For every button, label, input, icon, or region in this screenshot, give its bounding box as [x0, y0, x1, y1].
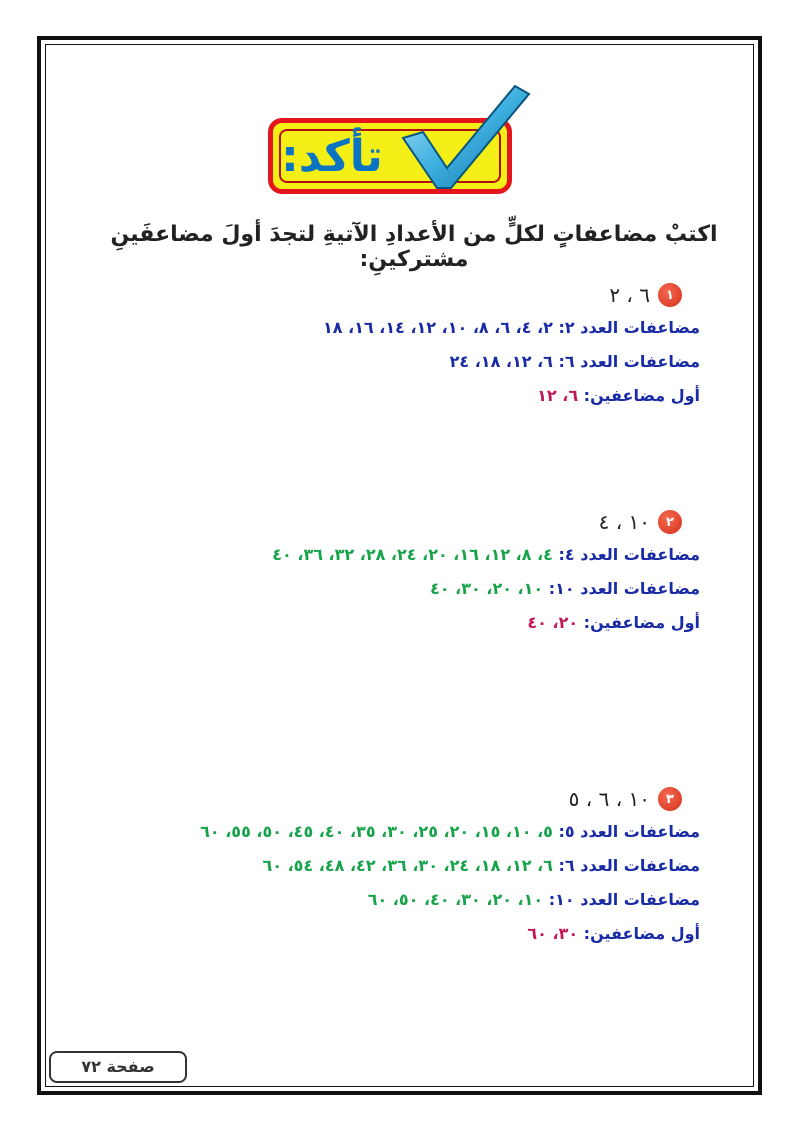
answer-value: ٢٠، ٤٠ [527, 613, 579, 632]
answer-line: أول مضاعفين: ٣٠، ٦٠ [527, 924, 700, 943]
question-numbers: ١٠ ، ٤ [598, 510, 650, 534]
question-number-badge: ١ [658, 283, 682, 307]
question-1-header [609, 283, 682, 307]
multiples-values: ٤، ٨، ١٢، ١٦، ٢٠، ٢٤، ٢٨، ٣٢، ٣٦، ٤٠ [272, 545, 553, 564]
multiples-line: مضاعفات العدد ٦: ٦، ١٢، ١٨، ٢٤، ٣٠، ٣٦، ٤٢، ٤٨، ٥٤، ٦٠ [262, 856, 700, 875]
multiples-values: ١٠، ٢٠، ٣٠، ٤٠، ٥٠، ٦٠ [367, 890, 544, 909]
multiples-line: مضاعفات العدد ٦: ٦، ١٢، ١٨، ٢٤ [449, 352, 700, 371]
question-3-header [569, 787, 682, 811]
question-numbers: ٦ ، ٢ [609, 283, 650, 307]
answer-line: أول مضاعفين: ٦، ١٢ [537, 386, 700, 405]
multiples-line: مضاعفات العدد ١٠: ١٠، ٢٠، ٣٠، ٤٠ [430, 579, 700, 598]
banner-title: تأكد: [281, 131, 383, 182]
answer-value: ٦، ١٢ [537, 386, 579, 405]
multiples-line: مضاعفات العدد ٢: ٢، ٤، ٦، ٨، ١٠، ١٢، ١٤، ١٦، ١٨ [322, 318, 700, 337]
multiples-line: مضاعفات العدد ١٠: ١٠، ٢٠، ٣٠، ٤٠، ٥٠، ٦٠ [367, 890, 700, 909]
question-numbers: ١٠ ، ٦ ، ٥ [568, 787, 650, 811]
question-number-badge: ٢ [658, 510, 682, 534]
answer-line: أول مضاعفين: ٢٠، ٤٠ [527, 613, 700, 632]
multiples-line: مضاعفات العدد ٤: ٤، ٨، ١٢، ١٦، ٢٠، ٢٤، ٢٨، ٣٢، ٣٦، ٤٠ [272, 545, 700, 564]
instruction-text: اكتبْ مضاعفاتٍ لكلٍّ من الأعدادِ الآتيةِ لتجدَ أولَ مضاعفَينِ مشتركينِ: [110, 222, 718, 272]
question-number-badge: ٣ [658, 787, 682, 811]
multiples-values: ٢، ٤، ٦، ٨، ١٠، ١٢، ١٤، ١٦، ١٨ [322, 318, 553, 337]
checkmark-icon [385, 80, 535, 190]
multiples-values: ١٠، ٢٠، ٣٠، ٤٠ [430, 579, 544, 598]
multiples-values: ٥، ١٠، ١٥، ٢٠، ٢٥، ٣٠، ٣٥، ٤٠، ٤٥، ٥٠، ٥٥، ٦٠ [200, 822, 553, 841]
multiples-line: مضاعفات العدد ٥: ٥، ١٠، ١٥، ٢٠، ٢٥، ٣٠، ٣٥، ٤٠، ٤٥، ٥٠، ٥٥، ٦٠ [200, 822, 700, 841]
question-2-header [599, 510, 682, 534]
multiples-values: ٦، ١٢، ١٨، ٢٤، ٣٠، ٣٦، ٤٢، ٤٨، ٥٤، ٦٠ [262, 856, 553, 875]
answer-value: ٣٠، ٦٠ [527, 924, 579, 943]
multiples-values: ٦، ١٢، ١٨، ٢٤ [449, 352, 553, 371]
page-number-label: صفحة ٧٢ [49, 1051, 187, 1083]
